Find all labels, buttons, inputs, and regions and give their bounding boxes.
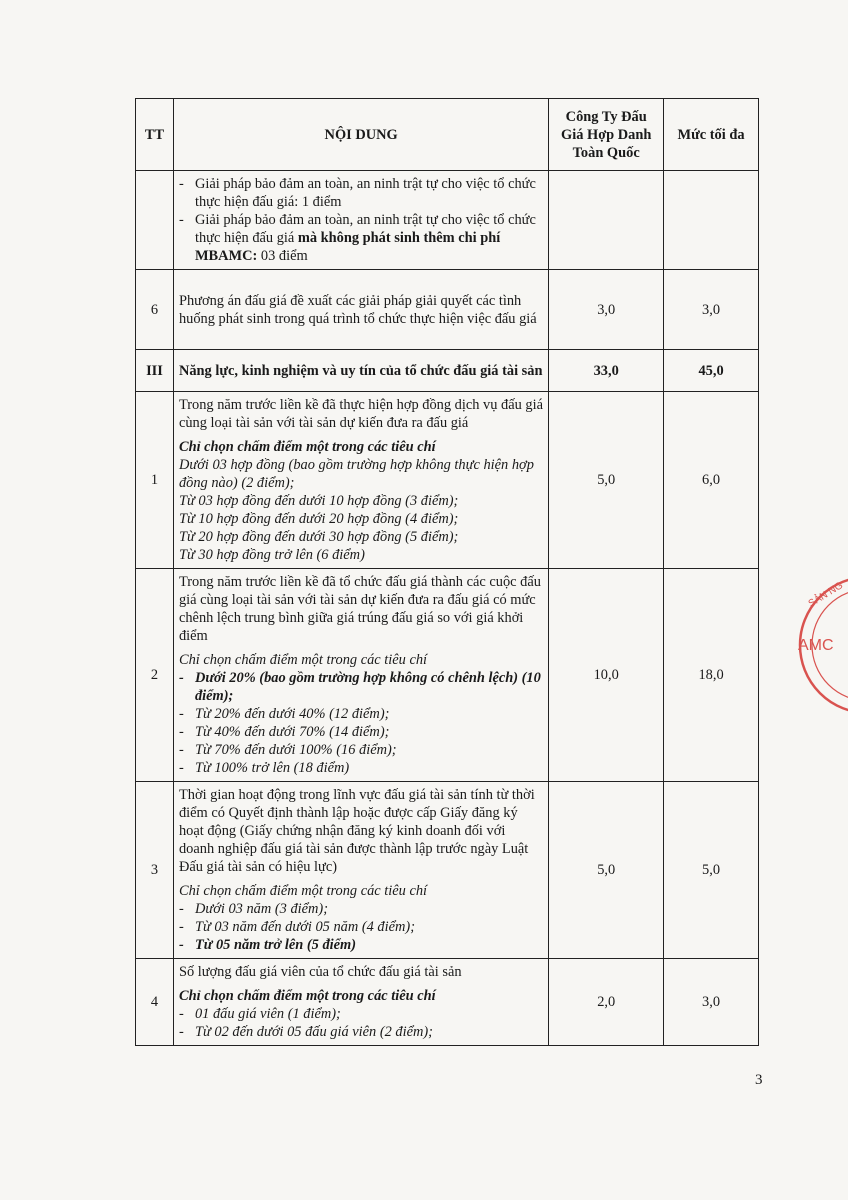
option-text: Từ 10 hợp đồng đến dưới 20 hợp đồng (4 điểm);	[178, 511, 459, 527]
criterion-heading: Chỉ chọn chấm điểm một trong các tiêu chí	[178, 988, 436, 1004]
row-content: - Giải pháp bảo đảm an toàn, an ninh trật tự cho việc tổ chức thực hiện đấu giá: 1 điểm - Giải pháp bảo đảm an toàn, an ninh trật tự cho việc tổ chức thực hiện đấu giá mà không phát sinh thêm chi phí MBAMC: 03 điểm	[173, 171, 548, 270]
table-row	[136, 270, 759, 350]
row-tt: 4	[136, 959, 174, 1046]
row-max-score: 3,0	[664, 959, 759, 1046]
row-company-score: 5,0	[549, 392, 664, 569]
criterion-heading: Chỉ chọn chấm điểm một trong các tiêu chí	[178, 883, 428, 899]
svg-text:AMC: AMC	[798, 637, 834, 654]
bullet-text-part: 03 điểm	[257, 248, 308, 264]
header-company: Công Ty Đấu Giá Hợp Danh Toàn Quốc	[549, 99, 664, 171]
option-text: Từ 03 hợp đồng đến dưới 10 hợp đồng (3 điểm);	[178, 493, 459, 509]
table-row	[136, 392, 759, 569]
scoring-table	[135, 98, 759, 1046]
option-text: Dưới 03 năm (3 điểm);	[194, 901, 328, 917]
section-row	[136, 350, 759, 392]
bullet-text-bold: mà không phát sinh thêm chi phí MBAMC:	[194, 230, 501, 264]
option-text: Từ 20% đến dưới 40% (12 điểm);	[194, 706, 390, 722]
selected-option-text: Dưới 20% (bao gồm trường hợp không có chênh lệch) (10 điểm);	[194, 670, 541, 704]
row-tt: 1	[136, 392, 174, 569]
header-content: NỘI DUNG	[173, 99, 548, 171]
row-company-score: 10,0	[549, 569, 664, 782]
table-row	[136, 171, 759, 270]
table-header-row	[136, 99, 759, 171]
criterion-text: Thời gian hoạt động trong lĩnh vực đấu giá tài sản tính từ thời điểm có Quyết định thành lập hoặc được cấp Giấy đăng ký hoạt động (Giấy chứng nhận đăng ký kinh doanh đối với doanh nghiệp đấu giá tài sản được thành lập trước ngày Luật Đấu giá tài sản có hiệu lực)	[178, 787, 535, 875]
bullet-text	[195, 211, 543, 265]
option-text: Từ 40% đến dưới 70% (14 điểm);	[194, 724, 390, 740]
bleed-through-text	[85, 100, 135, 140]
row-content: Thời gian hoạt động trong lĩnh vực đấu giá tài sản tính từ thời điểm có Quyết định thành lập hoặc được cấp Giấy đăng ký hoạt động (Giấy chứng nhận đăng ký kinh doanh đối với doanh nghiệp đấu giá tài sản được thành lập trước ngày Luật Đấu giá tài sản có hiệu lực) Chỉ chọn chấm điểm một trong các tiêu chí - Dưới 03 năm (3 điểm); - Từ 03 năm đến dưới 05 năm (4 điểm); - Từ 05 năm trở lên (5 điểm)	[173, 782, 548, 959]
row-content: Số lượng đấu giá viên của tổ chức đấu giá tài sản Chỉ chọn chấm điểm một trong các tiêu chí - 01 đấu giá viên (1 điểm); - Từ 02 đến dưới 05 đấu giá viên (2 điểm);	[173, 959, 548, 1046]
selected-option-text: Từ 05 năm trở lên (5 điểm)	[194, 937, 357, 953]
table-row	[136, 569, 759, 782]
criterion-text: Số lượng đấu giá viên của tổ chức đấu giá tài sản	[178, 964, 462, 980]
option-text: Từ 02 đến dưới 05 đấu giá viên (2 điểm);	[194, 1024, 433, 1040]
row-content: Trong năm trước liền kề đã tổ chức đấu giá thành các cuộc đấu giá cùng loại tài sản với tài sản dự kiến đưa ra đấu giá có mức chênh lệch trung bình giữa giá trúng đấu giá so với giá khởi điểm Chỉ chọn chấm điểm một trong các tiêu chí - Dưới 20% (bao gồm trường hợp không có chênh lệch) (10 điểm); - Từ 20% đến dưới 40% (12 điểm); - Từ 40% đến dưới 70% (14 điểm); - Từ 70% đến dưới 100% (16 điểm); - Từ 100% trở lên (18 điểm)	[173, 569, 548, 782]
row-content: Phương án đấu giá đề xuất các giải pháp giải quyết các tình huống phát sinh trong quá trình tổ chức thực hiện việc đấu giá	[173, 270, 548, 350]
row-max-score: 5,0	[664, 782, 759, 959]
criterion-heading: Chỉ chọn chấm điểm một trong các tiêu chí	[178, 652, 428, 668]
option-text: 01 đấu giá viên (1 điểm);	[194, 1006, 341, 1022]
header-max: Mức tối đa	[664, 99, 759, 171]
section-max-score: 45,0	[664, 350, 759, 392]
option-text: Từ 20 hợp đồng đến dưới 30 hợp đồng (5 điểm);	[178, 529, 459, 545]
option-text: Dưới 03 hợp đồng (bao gồm trường hợp không thực hiện hợp đồng nào) (2 điểm);	[178, 457, 534, 491]
row-company-score: 3,0	[549, 270, 664, 350]
table-row	[136, 959, 759, 1046]
criterion-text: Trong năm trước liền kề đã thực hiện hợp đồng dịch vụ đấu giá cùng loại tài sản với tài sản dự kiến đưa ra đấu giá	[178, 397, 543, 431]
header-tt: TT	[136, 99, 174, 171]
svg-text:SẢN NG: SẢN NG	[806, 580, 846, 610]
row-tt: 2	[136, 569, 174, 782]
option-text: Từ 70% đến dưới 100% (16 điểm);	[194, 742, 397, 758]
company-seal-stamp	[796, 570, 848, 720]
section-company-score: 33,0	[549, 350, 664, 392]
row-company-score: 2,0	[549, 959, 664, 1046]
row-max-score: 18,0	[664, 569, 759, 782]
option-text: Từ 100% trở lên (18 điểm)	[194, 760, 350, 776]
table-row	[136, 782, 759, 959]
option-text: Từ 30 hợp đồng trở lên (6 điểm)	[178, 547, 365, 563]
row-content	[173, 392, 548, 569]
row-max-score: 3,0	[664, 270, 759, 350]
bullet-text-part: Giải pháp bảo đảm an toàn, an ninh trật tự cho việc tổ chức thực hiện đấu giá	[194, 212, 536, 246]
page-number: 3	[755, 1072, 763, 1088]
section-title: Năng lực, kinh nghiệm và uy tín của tổ chức đấu giá tài sản	[173, 350, 548, 392]
row-company-score: 5,0	[549, 782, 664, 959]
row-max-score: 6,0	[664, 392, 759, 569]
option-text: Từ 03 năm đến dưới 05 năm (4 điểm);	[194, 919, 415, 935]
bullet-text: Giải pháp bảo đảm an toàn, an ninh trật tự cho việc tổ chức thực hiện đấu giá: 1 điểm	[194, 176, 536, 210]
row-tt: 3	[136, 782, 174, 959]
section-tt: III	[136, 350, 174, 392]
row-tt: 6	[136, 270, 174, 350]
criterion-text: Trong năm trước liền kề đã tổ chức đấu giá thành các cuộc đấu giá cùng loại tài sản với tài sản dự kiến đưa ra đấu giá có mức chênh lệch trung bình giữa giá trúng đấu giá so với giá khởi điểm	[178, 574, 541, 644]
criterion-heading: Chỉ chọn chấm điểm một trong các tiêu chí	[178, 439, 436, 455]
